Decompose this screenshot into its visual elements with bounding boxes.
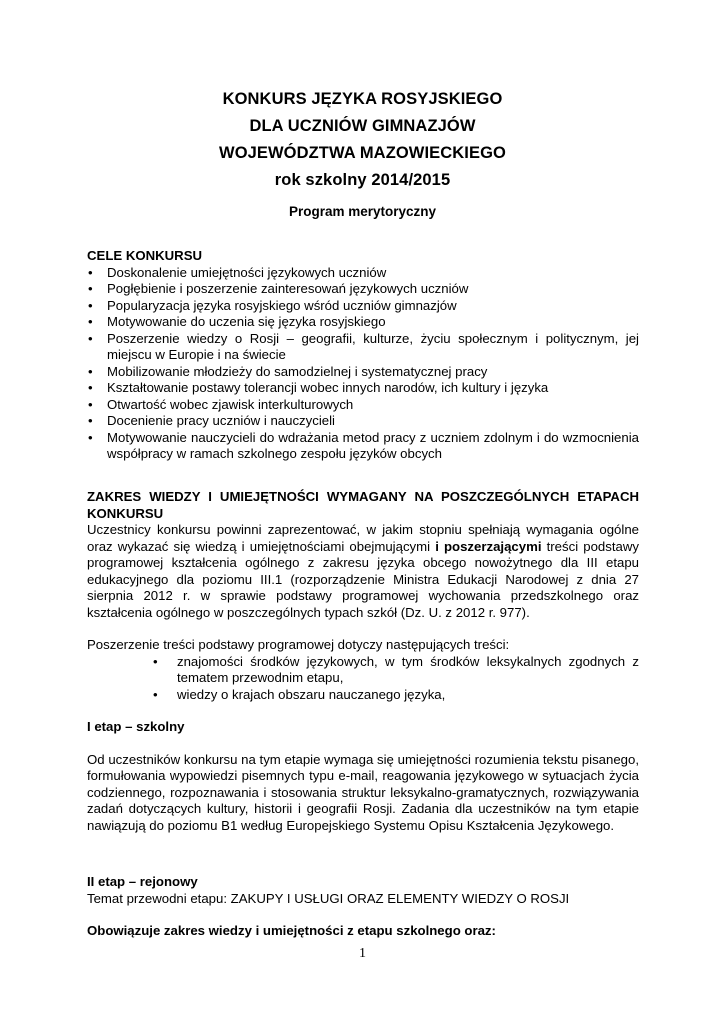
goals-list	[87, 265, 639, 463]
list-item	[87, 265, 639, 282]
bullet-icon: •	[88, 330, 93, 346]
bullet-icon: •	[88, 413, 93, 428]
list-item	[149, 654, 639, 687]
bullet-icon: •	[88, 314, 93, 329]
stage-1-text: Od uczestników konkursu na tym etapie wymaga się umiejętności rozumienia tekstu pisanego, formułowania wypowiedzi pisemnych typu e-mail, reagowania językowego w sytuacjach życia codziennego, rozpoznawania i stosowania struktur leksykalno-gramatycznych, rozwiązywania zadań dotyczących kultury, historii i geografii Rosji. Zadania dla uczestników na tym etapie nawiązują do poziomu B1 według Europejskiego Systemu Opisu Kształcenia Językowego.	[87, 751, 639, 833]
scope-section	[87, 489, 639, 703]
list-item-text: Kształtowanie postawy tolerancji wobec innych narodów, ich kultury i języka	[107, 380, 549, 395]
goals-heading: CELE KONKURSU	[87, 248, 203, 263]
stage-2-heading: II etap – rejonowy	[87, 874, 198, 889]
stage-2-section	[87, 874, 639, 940]
bullet-icon: •	[153, 686, 158, 702]
list-item-text: Doskonalenie umiejętności językowych uczniów	[107, 264, 387, 280]
subtitle: Program merytoryczny	[288, 204, 437, 219]
bullet-icon: •	[88, 297, 93, 313]
bullet-icon: •	[88, 429, 93, 445]
bullet-icon: •	[88, 396, 93, 412]
list-item	[87, 380, 639, 397]
list-item-text: Popularyzacja języka rosyjskiego wśród uczniów gimnazjów	[107, 297, 457, 313]
stage-2-requirements: Obowiązuje zakres wiedzy i umiejętności z etapu szkolnego oraz:	[87, 923, 496, 938]
stage-2-topic: Temat przewodni etapu: ZAKUPY I USŁUGI ORAZ ELEMENTY WIEDZY O ROSJI	[87, 890, 570, 906]
bullet-icon: •	[88, 380, 93, 395]
list-item	[87, 331, 639, 364]
scope-bold-text: i poszerzającymi	[435, 538, 542, 554]
list-item-text: Otwartość wobec zjawisk interkulturowych	[107, 396, 354, 412]
stage-1-heading: I etap – szkolny	[87, 719, 185, 734]
list-item	[87, 397, 639, 414]
title-line: rok szkolny 2014/2015	[274, 171, 451, 189]
title-line: DLA UCZNIÓW GIMNAZJÓW	[249, 117, 476, 135]
scope-text: treści podstawy programowej kształcenia ogólnego z zakresu języka obcego nowożytnego dla III etapu edukacyjnego dla poziomu III.1 (rozporządzenie Ministra Edukacji Narodowej z dnia 27 sierpnia 2012 r. w sprawie podstawy programowej wychowania przedszkolnego oraz kształcenia ogólnego w poszczególnych typach szkół (Dz. U. z 2012 r. 977).	[87, 538, 639, 620]
list-item-text: znajomości środków językowych, w tym środków leksykalnych zgodnych z tematem przewodnim etapu,	[177, 653, 639, 685]
list-item-text: Pogłębienie i poszerzenie zainteresowań językowych uczniów	[107, 281, 469, 296]
list-item	[87, 281, 639, 298]
bullet-icon: •	[88, 363, 93, 379]
bullet-icon: •	[88, 281, 93, 296]
list-item	[149, 687, 639, 704]
list-item-text: wiedzy o krajach obszaru nauczanego języka,	[177, 686, 446, 702]
title-line: KONKURS JĘZYKA ROSYJSKIEGO	[222, 90, 503, 108]
list-item	[87, 314, 639, 331]
list-item-text: Motywowanie nauczycieli do wdrażania metod pracy z uczniem zdolnym i do wzmocnienia współpracy w ramach szkolnego zespołu języków obcych	[107, 429, 639, 461]
list-item-text: Poszerzenie wiedzy o Rosji – geografii, kulturze, życiu społecznym i politycznym, jej miejscu w Europie i na świecie	[107, 330, 639, 362]
bullet-icon: •	[88, 264, 93, 280]
scope-paragraph	[87, 522, 639, 621]
list-item-text: Motywowanie do uczenia się języka rosyjskiego	[107, 314, 386, 329]
stage-1-section	[87, 719, 639, 834]
scope-text: Uczestnicy konkursu powinni zaprezentować, w jakim stopniu spełniają wymagania ogólne oraz wykazać się wiedzą i umiejętnościami obejmującymi	[87, 522, 639, 554]
goals-section	[87, 248, 639, 463]
bullet-icon: •	[153, 653, 158, 669]
page-number: 1	[359, 946, 366, 961]
title-line: WOJEWÓDZTWA MAZOWIECKIEGO	[219, 144, 506, 162]
scope-paragraph-2: Poszerzenie treści podstawy programowej dotyczy następujących treści:	[87, 637, 510, 652]
scope-heading: ZAKRES WIEDZY I UMIEJĘTNOŚCI WYMAGANY NA POSZCZEGÓLNYCH ETAPACH KONKURSU	[87, 489, 639, 521]
list-item	[87, 430, 639, 463]
list-item-text: Mobilizowanie młodzieży do samodzielnej i systematycznej pracy	[107, 363, 488, 379]
list-item	[87, 364, 639, 381]
list-item	[87, 413, 639, 430]
document-title	[0, 86, 725, 194]
scope-sub-list	[87, 654, 639, 704]
list-item	[87, 298, 639, 315]
list-item-text: Docenienie pracy uczniów i nauczycieli	[107, 413, 335, 428]
